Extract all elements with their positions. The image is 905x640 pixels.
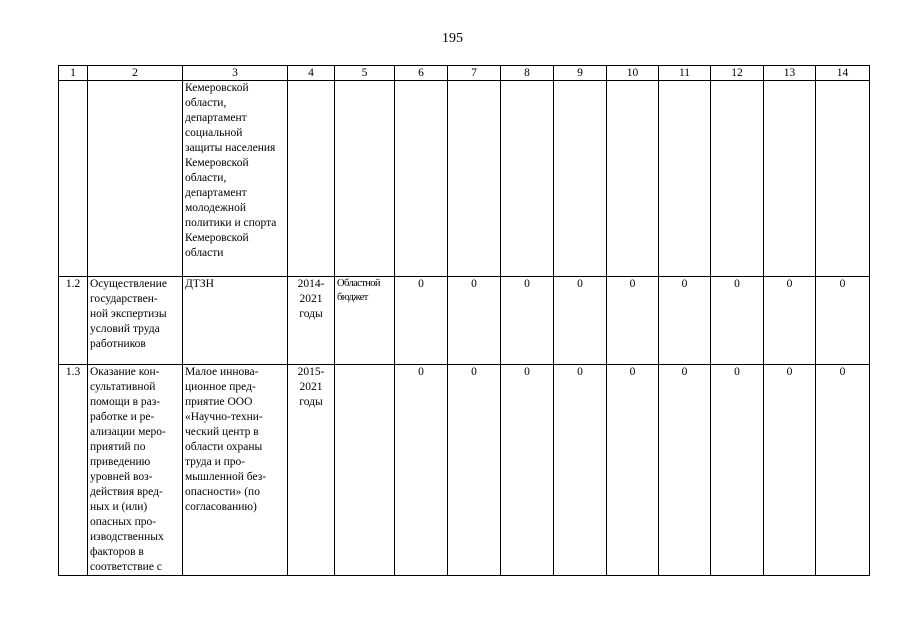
executor: Кемеровской области, департамент социальной защиты населения Кемеровской области, департамент молодежной политики и спорта Кемеровской области: [183, 81, 288, 277]
header-cell: 8: [501, 66, 554, 81]
header-cell: 10: [607, 66, 659, 81]
value-cell: 0: [764, 365, 816, 576]
header-cell: 7: [448, 66, 501, 81]
value-cell: 0: [659, 365, 711, 576]
header-cell: 11: [659, 66, 711, 81]
value-cell: [554, 81, 607, 277]
value-cell: 0: [448, 365, 501, 576]
funding-source: Областной бюджет: [335, 277, 395, 365]
funding-source: [335, 81, 395, 277]
page-number: 195: [442, 31, 463, 46]
table-row: [59, 81, 870, 277]
row-number: 1.2: [59, 277, 88, 365]
value-cell: 0: [816, 277, 870, 365]
header-cell: 5: [335, 66, 395, 81]
executor: ДТЗН: [183, 277, 288, 365]
value-cell: [395, 81, 448, 277]
table-row: [59, 277, 870, 365]
value-cell: 0: [395, 365, 448, 576]
value-cell: 0: [448, 277, 501, 365]
value-cell: [764, 81, 816, 277]
value-cell: 0: [501, 365, 554, 576]
value-cell: 0: [395, 277, 448, 365]
activity-name: [88, 81, 183, 277]
activity-name: Оказание кон- сультативной помощи в раз- работке и ре- ализации меро- приятий по приведению уровней воз- действия вред- ных и (или) опасных про- изводственных факторов в соответствие с: [88, 365, 183, 576]
header-cell: 2: [88, 66, 183, 81]
value-cell: 0: [764, 277, 816, 365]
funding-source: [335, 365, 395, 576]
header-cell: 1: [59, 66, 88, 81]
table-row: [59, 365, 870, 576]
header-cell: 9: [554, 66, 607, 81]
value-cell: [659, 81, 711, 277]
value-cell: [448, 81, 501, 277]
executor: Малое иннова- ционное пред- приятие ООО «Научно-техни- ческий центр в области охраны труда и про- мышленной без- опасности» (по согласованию): [183, 365, 288, 576]
value-cell: 0: [711, 277, 764, 365]
value-cell: 0: [659, 277, 711, 365]
row-number: [59, 81, 88, 277]
value-cell: 0: [816, 365, 870, 576]
header-row: [59, 66, 870, 81]
value-cell: [501, 81, 554, 277]
header-cell: 14: [816, 66, 870, 81]
value-cell: [711, 81, 764, 277]
activity-name: Осуществление государствен- ной экспертизы условий труда работников: [88, 277, 183, 365]
period: [288, 81, 335, 277]
header-cell: 6: [395, 66, 448, 81]
value-cell: 0: [607, 277, 659, 365]
value-cell: 0: [711, 365, 764, 576]
header-cell: 12: [711, 66, 764, 81]
period: 2015- 2021 годы: [288, 365, 335, 576]
value-cell: 0: [607, 365, 659, 576]
value-cell: 0: [554, 365, 607, 576]
row-number: 1.3: [59, 365, 88, 576]
header-cell: 3: [183, 66, 288, 81]
value-cell: 0: [501, 277, 554, 365]
header-cell: 4: [288, 66, 335, 81]
value-cell: [607, 81, 659, 277]
value-cell: 0: [554, 277, 607, 365]
period: 2014- 2021 годы: [288, 277, 335, 365]
header-cell: 13: [764, 66, 816, 81]
program-activities-table: [58, 65, 870, 576]
value-cell: [816, 81, 870, 277]
